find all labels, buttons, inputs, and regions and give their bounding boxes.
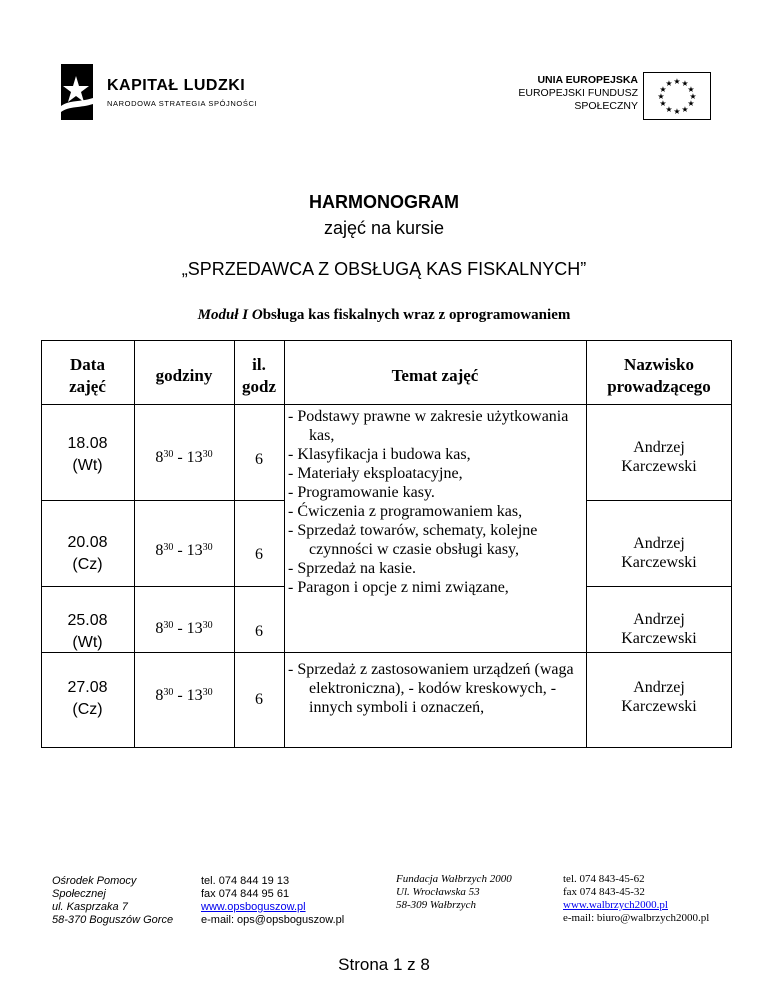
svg-text:★: ★ (689, 92, 697, 101)
row-3-teacher (586, 610, 732, 648)
footer-ops-name-2: Społecznej (52, 888, 106, 900)
row-1-teacher-last: Karczewski (621, 458, 697, 475)
topic-item: - Paragon i opcje z nimi związane, (288, 579, 509, 596)
row-3-minute-end: 30 (202, 620, 213, 631)
footer-ops-website-link[interactable]: www.opsboguszow.pl (201, 901, 306, 913)
row-1-count: 6 (255, 451, 263, 468)
eu-line-2: EUROPEJSKI FUNDUSZ (518, 87, 638, 99)
document-title: HARMONOGRAM (309, 192, 459, 212)
kapital-ludzki-logo (55, 62, 258, 124)
row-2-hour-end: 13 (186, 542, 203, 559)
course-name: „SPRZEDAWCA Z OBSŁUGĄ KAS FISKALNYCH” (181, 259, 587, 279)
row-4-teacher (586, 678, 732, 716)
footer-fw-email: e-mail: biuro@walbrzych2000.pl (563, 912, 710, 924)
document-subtitle: zajęć na kursie (323, 218, 445, 238)
footer-ops-email: e-mail: ops@opsboguszow.pl (201, 914, 345, 926)
row-4-teacher-first: Andrzej (633, 679, 685, 696)
row-2-hour-start: 8 (155, 542, 164, 559)
eu-line-1: UNIA EUROPEJSKA (537, 74, 638, 86)
row-2-minute-start: 30 (163, 542, 174, 553)
row-2-day: (Cz) (72, 556, 103, 573)
eu-flag-icon (643, 72, 711, 120)
topic-item: - Programowanie kasy. (288, 484, 435, 501)
row-1-hours: $8^{30} - 13^{30}$ (155, 449, 213, 466)
row-2-minute-end: 30 (202, 542, 213, 553)
header-count-line2: godz (242, 377, 276, 396)
topic-item: - Sprzedaż towarów, schematy, kolejne czynności w czasie obsługi kasy, (288, 522, 538, 558)
schedule-table (41, 340, 732, 748)
row-1-minute-end: 30 (202, 449, 213, 460)
row-3-hour-start: 8 (155, 620, 164, 637)
row-1-hour-start: 8 (155, 449, 164, 466)
kapital-ludzki-subtitle: NARODOWA STRATEGIA SPÓJNOŚCI (107, 99, 258, 108)
row-4-hours: $8^{30} - 13^{30}$ (155, 687, 213, 704)
footer-fw-website-link[interactable]: www.walbrzych2000.pl (563, 899, 668, 911)
row-2-hours: $8^{30} - 13^{30}$ (155, 542, 213, 559)
row-2-date-value: 20.08 (67, 534, 108, 551)
module-title-italic: Moduł I O (197, 307, 263, 323)
footer-fw-contact (563, 873, 709, 925)
svg-text:★: ★ (659, 85, 667, 94)
module-title-rest: bsługa kas fiskalnych wraz z oprogramowaniem (262, 307, 571, 323)
svg-text:★: ★ (681, 105, 689, 114)
row-1-hour-end: 13 (186, 449, 203, 466)
eu-fund-label (518, 74, 638, 113)
row-3-hours: $8^{30} - 13^{30}$ (155, 620, 213, 637)
footer-fw-name: Fundacja Wałbrzych 2000 (396, 873, 512, 885)
row-2-teacher-last: Karczewski (621, 554, 697, 571)
footer-fw-street: Ul. Wrocławska 53 (396, 886, 480, 898)
header-teacher (586, 354, 732, 398)
topic-item: - Sprzedaż na kasie. (288, 560, 416, 577)
footer-ops-street: ul. Kasprzaka 7 (52, 901, 128, 913)
svg-text:★: ★ (673, 107, 681, 116)
topics-rows-1-3 (288, 407, 588, 597)
row-2-teacher-first: Andrzej (633, 535, 685, 552)
footer-ops-address (52, 875, 173, 927)
topic-item: - Materiały eksploatacyjne, (288, 465, 463, 482)
row-4-date-value: 27.08 (67, 679, 108, 696)
row-2-date (41, 532, 134, 576)
row-3-day: (Wt) (72, 634, 103, 651)
svg-text:★: ★ (687, 99, 695, 108)
footer-ops-contact (201, 875, 344, 927)
row-1-day: (Wt) (72, 457, 103, 474)
row-4-hour-end: 13 (186, 687, 203, 704)
header-date-line2: zajęć (69, 377, 106, 396)
module-title (0, 307, 768, 324)
row-1-minute-start: 30 (163, 449, 174, 460)
footer-fw-tel: tel. 074 843-45-62 (563, 873, 645, 885)
topic-item: - Ćwiczenia z programowaniem kas, (288, 503, 523, 520)
header-teacher-line1: Nazwisko (624, 355, 694, 374)
row-4-date (41, 677, 134, 721)
row-4-hour-start: 8 (155, 687, 164, 704)
kapital-ludzki-star-icon (55, 62, 97, 122)
svg-text:★: ★ (665, 79, 673, 88)
svg-text:★: ★ (657, 92, 665, 101)
row-3-date (41, 610, 134, 654)
footer-ops-fax: fax 074 844 95 61 (201, 888, 290, 900)
row-1-date (41, 433, 134, 477)
topic-item: - Klasyfikacja i budowa kas, (288, 446, 471, 463)
footer-fw-address (396, 873, 512, 912)
header-topic: Temat zajęć (391, 366, 479, 385)
svg-text:★: ★ (687, 85, 695, 94)
row-1-date-value: 18.08 (67, 435, 108, 452)
row-4-count: 6 (255, 691, 263, 708)
svg-text:★: ★ (681, 79, 689, 88)
page-number: Strona 1 z 8 (338, 955, 430, 974)
header-count (234, 354, 284, 398)
svg-text:★: ★ (665, 105, 673, 114)
row-2-teacher (586, 534, 732, 572)
row-4-minute-end: 30 (202, 687, 213, 698)
header-hours: godziny (155, 366, 213, 385)
header-date-line1: Data (70, 355, 105, 374)
row-1-teacher (586, 438, 732, 476)
header-count-line1: il. (252, 355, 266, 374)
row-3-count: 6 (255, 623, 263, 640)
row-4-day: (Cz) (72, 701, 103, 718)
footer-ops-tel: tel. 074 844 19 13 (201, 875, 290, 887)
row-3-teacher-last: Karczewski (621, 630, 697, 647)
header-date (41, 354, 134, 398)
svg-text:★: ★ (673, 77, 681, 86)
kapital-ludzki-title: KAPITAŁ LUDZKI (107, 77, 246, 94)
row-3-minute-start: 30 (163, 620, 174, 631)
row-2-count: 6 (255, 546, 263, 563)
footer-fw-city: 58-309 Wałbrzych (396, 899, 476, 911)
topic-item: - Podstawy prawne w zakresie użytkowania kas, (288, 408, 569, 444)
footer-ops-city: 58-370 Boguszów Gorce (52, 914, 174, 926)
topics-row-4 (288, 660, 588, 717)
footer-ops-name-1: Ośrodek Pomocy (52, 875, 137, 887)
eu-line-3: SPOŁECZNY (574, 100, 638, 112)
row-1-teacher-first: Andrzej (633, 439, 685, 456)
topic-item: - Sprzedaż z zastosowaniem urządzeń (waga elektroniczna), - kodów kreskowych, - innych symboli i oznaczeń, (288, 661, 574, 716)
row-3-date-value: 25.08 (67, 612, 108, 629)
row-4-minute-start: 30 (163, 687, 174, 698)
header-teacher-line2: prowadzącego (607, 377, 711, 396)
row-3-teacher-first: Andrzej (633, 611, 685, 628)
row-4-teacher-last: Karczewski (621, 698, 697, 715)
row-3-hour-end: 13 (186, 620, 203, 637)
footer-fw-fax: fax 074 843-45-32 (563, 886, 645, 898)
svg-text:★: ★ (659, 99, 667, 108)
